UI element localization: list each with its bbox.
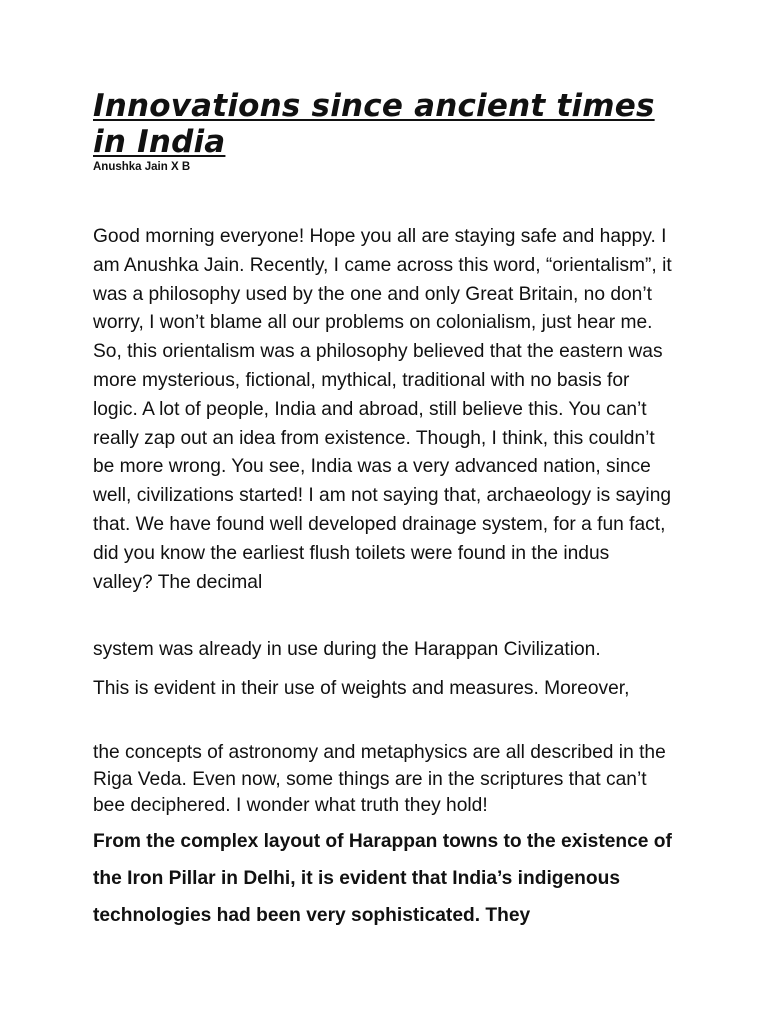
paragraph-astronomy: the concepts of astronomy and metaphysics are all described in the Riga Veda. Even now, some things are in the scriptures that can’t bee deciphered. I wonder what truth they hold!: [93, 742, 666, 816]
document-page: [93, 88, 683, 926]
paragraph-weights: This is evident in their use of weights and measures. Moreover,: [93, 678, 630, 699]
paragraph-decimal: system was already in use during the Harappan Civilization.: [93, 639, 601, 660]
paragraph-technologies: From the complex layout of Harappan towns to the existence of the Iron Pillar in Delhi, it is evident that India’s indigenous technologies had been very sophisticated. They: [93, 831, 672, 926]
paragraph-intro: Good morning everyone! Hope you all are staying safe and happy. I am Anushka Jain. Recently, I came across this word, “orientalism”, it was a philosophy used by the one and only Great Britain, no don’t worry, I won’t blame all our problems on colonialism, just hear me. So, this orientalism was a philosophy believed that the eastern was more mysterious, fictional, mythical, traditional with no basis for logic. A lot of people, India and abroad, still believe this. You can’t really zap out an idea from existence. Though, I think, this couldn’t be more wrong. You see, India was a very advanced nation, since well, civilizations started! I am not saying that, archaeology is saying that. We have found well developed drainage system, for a fun fact, did you know the earliest flush toilets were found in the indus valley? The decimal: [93, 226, 672, 593]
document-title: Innovations since ancient times in India: [93, 88, 655, 160]
author-line: Anushka Jain X B: [93, 161, 191, 173]
